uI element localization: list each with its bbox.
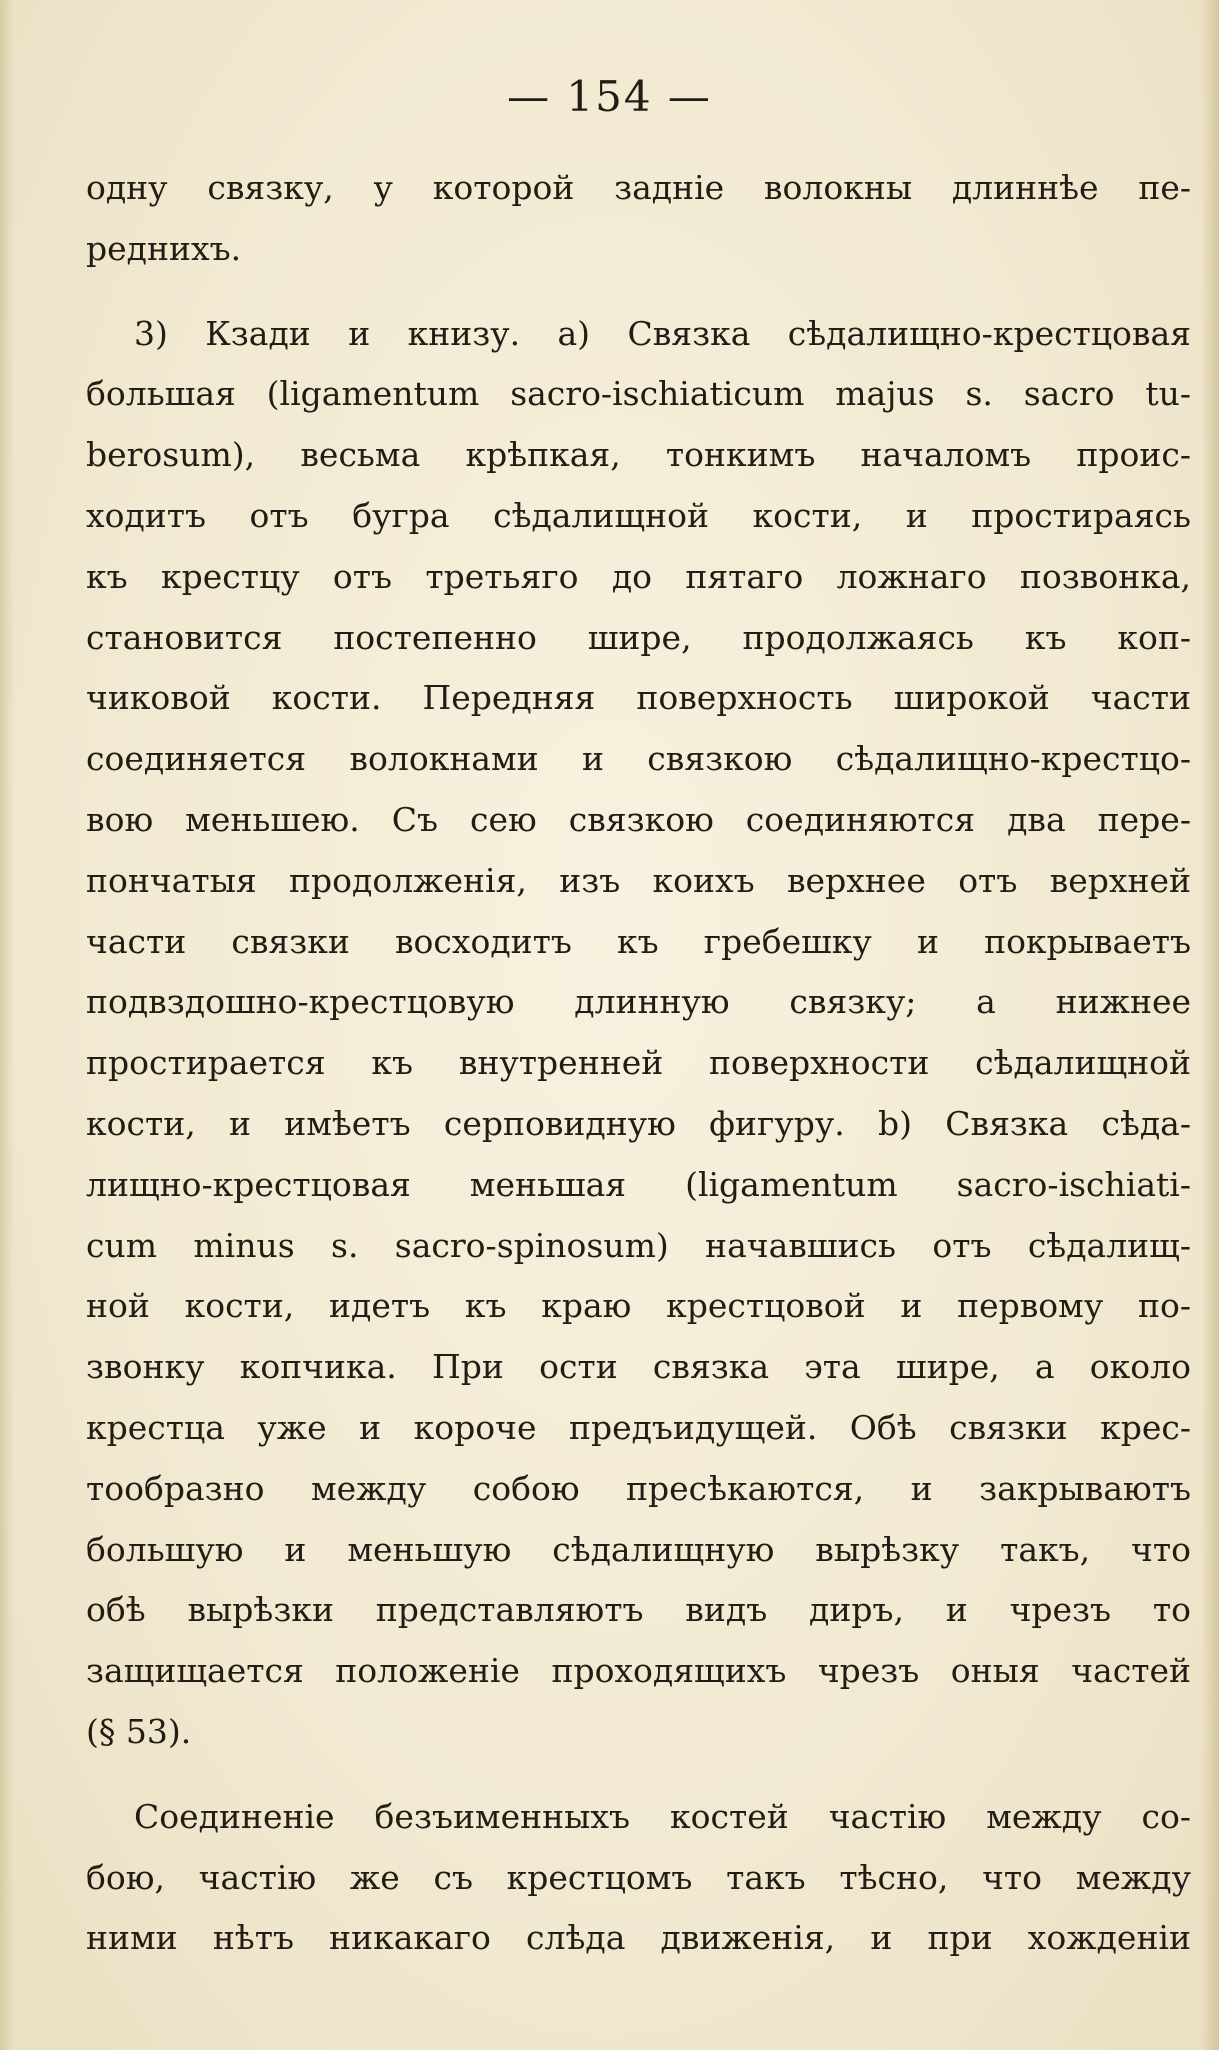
text-line: лищно-крестцовая меньшая (ligamentum sacro-ischiati- [86, 1164, 1191, 1204]
text-line: къ крестцу отъ третьяго до пятаго ложнаго позвонка, [86, 556, 1191, 596]
text-line: защищается положенiе проходящихъ чрезъ оныя частей [86, 1651, 1191, 1691]
text-line: 3) Кзади и книзу. a) Связка сѣдалищно-крестцовая [134, 313, 1191, 353]
text-line: большую и меньшую сѣдалищную вырѣзку такъ, что [86, 1529, 1191, 1569]
text-line: бою, частiю же съ крестцомъ такъ тѣсно, что между [86, 1857, 1191, 1897]
text-line: вою меньшею. Съ сею связкою соединяются два пере- [86, 799, 1191, 839]
text-line: тообразно между собою пресѣкаются, и закрываютъ [86, 1468, 1191, 1508]
page-number: — 154 — [507, 72, 712, 121]
text-line: обѣ вырѣзки представляютъ видъ диръ, и чрезъ то [86, 1590, 1191, 1630]
text-line: звонку копчика. При ости связка эта шире, а около [86, 1347, 1191, 1387]
body-text [86, 158, 1191, 1969]
paragraph-gap [86, 280, 1191, 304]
text-line: кости, и имѣетъ серповидную фигуру. b) Связка сѣда- [86, 1103, 1191, 1143]
text-line: простирается къ внутренней поверхности сѣдалищной [86, 1043, 1191, 1083]
text-line: пончатыя продолженiя, изъ коихъ верхнее отъ верхней [86, 860, 1191, 900]
paragraph-gap [86, 1763, 1191, 1787]
text-line: berosum), весьма крѣпкая, тонкимъ началомъ проис- [86, 435, 1191, 475]
page-edge-shadow-right [1201, 0, 1219, 2050]
text-line: части связки восходитъ къ гребешку и покрываетъ [86, 921, 1191, 961]
text-line: ной кости, идетъ къ краю крестцовой и первому по- [86, 1286, 1191, 1326]
text-line: становится постепенно шире, продолжаясь къ коп- [86, 617, 1191, 657]
text-line: реднихъ. [86, 228, 242, 268]
text-line: соединяется волокнами и связкою сѣдалищно-крестцо- [86, 739, 1191, 779]
text-line: ходитъ отъ бугра сѣдалищной кости, и простираясь [86, 495, 1191, 535]
text-line: крестца уже и короче предъидущей. Обѣ связки крес- [86, 1407, 1191, 1447]
text-line: (§ 53). [86, 1711, 192, 1751]
text-line: большая (ligamentum sacro-ischiaticum majus s. sacro tu- [86, 374, 1191, 414]
text-line: Соединенiе безъименныхъ костей частiю между со- [134, 1796, 1191, 1836]
text-line: cum minus s. sacro-spinosum) начавшись отъ сѣдалищ- [86, 1225, 1191, 1265]
text-line: чиковой кости. Передняя поверхность широкой части [86, 678, 1191, 718]
text-line: ними нѣтъ никакаго слѣда движенiя, и при хожденiи [86, 1918, 1191, 1958]
text-line: одну связку, у которой заднiе волокны длиннѣе пе- [86, 168, 1191, 207]
page-edge-shadow-left [0, 0, 14, 2050]
text-line: подвздошно-крестцовую длинную связку; а нижнее [86, 982, 1191, 1022]
